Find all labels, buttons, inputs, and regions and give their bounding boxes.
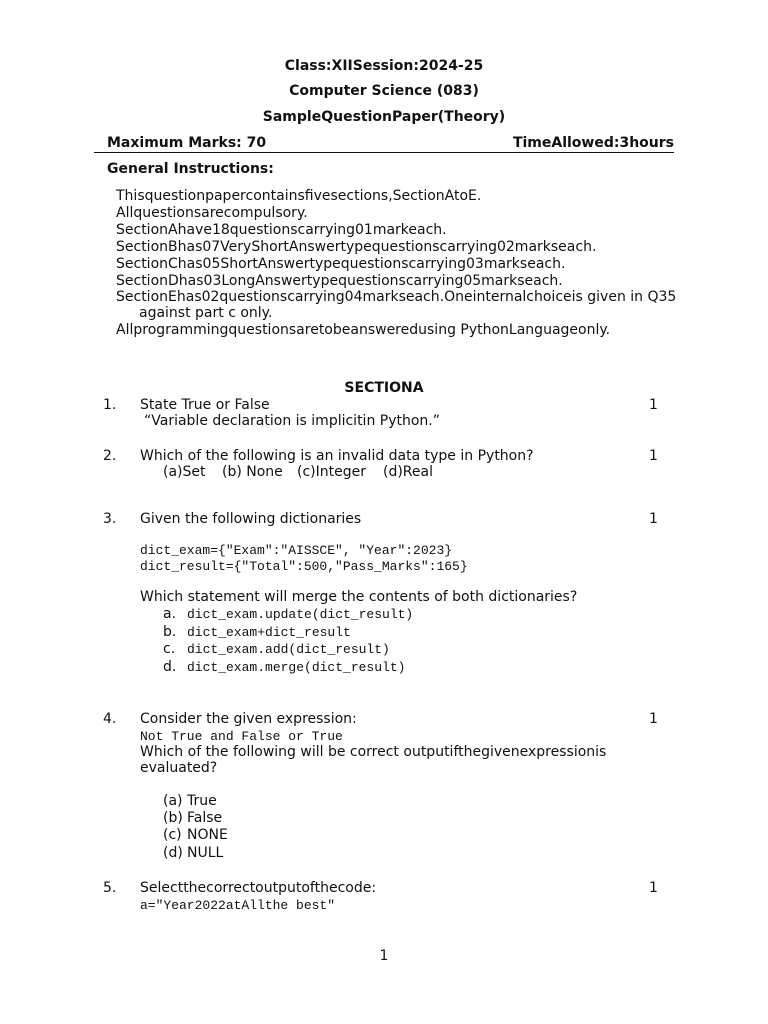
- header-divider: [94, 152, 674, 153]
- code-line: dict_result={"Total":500,"Pass_Marks":165}: [140, 559, 468, 574]
- question-text: Selectthecorrectoutputofthecode:: [140, 880, 377, 896]
- question-marks: 1: [649, 397, 658, 413]
- instruction-item: SectionEhas02questionscarrying04markseach.Oneinternalchoiceis given in Q35: [116, 289, 677, 305]
- question-text: Consider the given expression:: [140, 711, 357, 727]
- question-marks: 1: [649, 511, 658, 527]
- code-line: dict_exam={"Exam":"AISSCE", "Year":2023}: [140, 543, 453, 558]
- question-marks: 1: [649, 711, 658, 727]
- option-text: NULL: [187, 845, 224, 861]
- question-number: 1.: [103, 397, 117, 413]
- instruction-item: SectionAhave18questionscarrying01markeach.: [116, 222, 447, 238]
- section-title: SECTIONA: [344, 380, 424, 396]
- option: (c)Integer: [297, 464, 366, 480]
- option-code: dict_exam+dict_result: [187, 625, 351, 640]
- question-marks: 1: [649, 880, 658, 896]
- instruction-item: SectionDhas03LongAnswertypequestionscarrying05markseach.: [116, 273, 563, 289]
- instruction-item: Allquestionsarecompulsory.: [116, 205, 308, 221]
- instructions-title: General Instructions:: [107, 161, 274, 177]
- question-text: Given the following dictionaries: [140, 511, 362, 527]
- option: (a)Set: [163, 464, 206, 480]
- time-allowed: TimeAllowed:3hours: [512, 135, 674, 151]
- option-label: (c): [163, 827, 182, 843]
- instruction-item: SectionChas05ShortAnswertypequestionscarrying03markseach.: [116, 256, 566, 272]
- code-line: Not True and False or True: [140, 729, 343, 744]
- subject-heading: Computer Science (083): [289, 83, 479, 99]
- option-text: False: [187, 810, 223, 826]
- option-label: (a): [163, 793, 183, 809]
- question-prompt: Which statement will merge the contents of both dictionaries?: [140, 589, 578, 605]
- instruction-item: Allprogrammingquestionsaretobeansweredusing PythonLanguageonly.: [116, 322, 611, 338]
- instruction-item: Thisquestionpapercontainsfivesections,SectionAtoE.: [116, 188, 482, 204]
- question-text: Which of the following is an invalid data type in Python?: [140, 448, 534, 464]
- option: (b) None: [222, 464, 283, 480]
- instruction-item-continued: against part c only.: [139, 305, 273, 321]
- code-line: a="Year2022atAllthe best": [140, 898, 336, 913]
- instruction-item: SectionBhas07VeryShortAnswertypequestionscarrying02markseach.: [116, 239, 597, 255]
- class-session-heading: Class:XIISession:2024-25: [284, 58, 484, 74]
- question-text: State True or False: [140, 397, 270, 413]
- option: (d)Real: [383, 464, 433, 480]
- question-prompt-continued: evaluated?: [140, 760, 218, 776]
- option-label: (b): [163, 810, 183, 826]
- question-marks: 1: [649, 448, 658, 464]
- page-number: 1: [379, 948, 389, 964]
- option-code: dict_exam.merge(dict_result): [187, 660, 406, 675]
- option-label: d.: [163, 659, 177, 675]
- question-statement: “Variable declaration is implicitin Python.”: [144, 413, 441, 429]
- option-text: NONE: [187, 827, 228, 843]
- option-code: dict_exam.add(dict_result): [187, 642, 390, 657]
- question-prompt: Which of the following will be correct outputifthegivenexpressionis: [140, 744, 607, 760]
- question-number: 2.: [103, 448, 117, 464]
- max-marks: Maximum Marks: 70: [107, 135, 267, 151]
- option-label: c.: [163, 641, 176, 657]
- option-code: dict_exam.update(dict_result): [187, 607, 414, 622]
- option-text: True: [187, 793, 217, 809]
- option-label: b.: [163, 624, 177, 640]
- option-label: (d): [163, 845, 183, 861]
- question-number: 5.: [103, 880, 117, 896]
- question-number: 4.: [103, 711, 117, 727]
- paper-title: SampleQuestionPaper(Theory): [262, 109, 506, 125]
- question-number: 3.: [103, 511, 117, 527]
- option-label: a.: [163, 606, 177, 622]
